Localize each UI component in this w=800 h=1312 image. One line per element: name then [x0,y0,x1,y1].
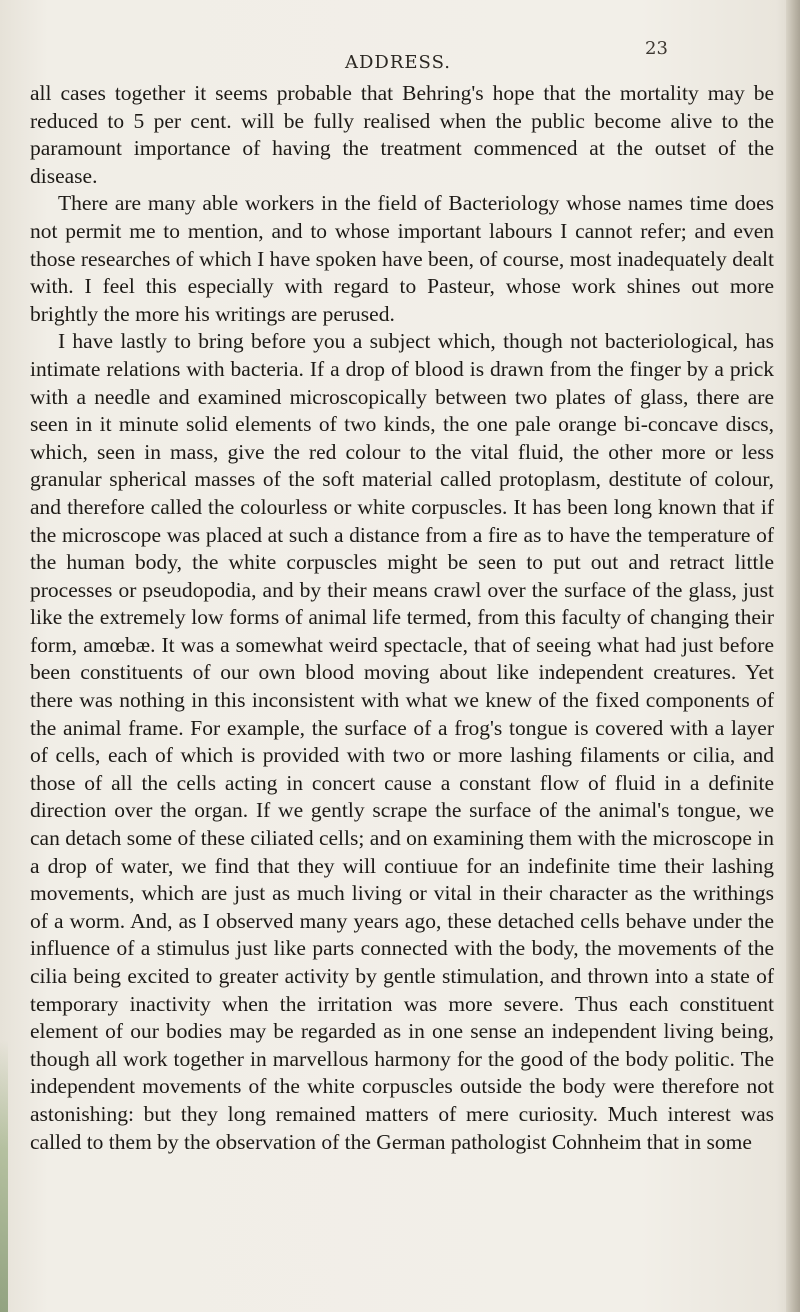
page-number: 23 [645,38,668,59]
paragraph-bacteriology-workers: There are many able workers in the field of Bacteriology whose names time does not permit me to mention, and to whose important labours I cannot refer; and even those researches of which I have spoken have been, of course, most inadequately dealt with. I feel this especially with regard to Pasteur, whose work shines out more brightly the more his writings are perused. [30,191,774,326]
paragraph-continuation: all cases together it seems probable that Behring's hope that the mortality may be reduced to 5 per cent. will be fully realised when the public become alive to the paramount importance of having the treatment commenced at the outset of the disease. [30,81,774,188]
paragraph-white-corpuscles: I have lastly to bring before you a subject which, though not bacteriological, has intimate relations with bacteria. If a drop of blood is drawn from the finger by a prick with a needle and examined microscopically between two plates of glass, there are seen in it minute solid elements of two kinds, the one pale orange bi-concave discs, which, seen in mass, give the red colour to the vital fluid, the other more or less granular spherical masses of the soft material called protoplasm, destitute of colour, and therefore called the colourless or white corpuscles. It has been long known that if the microscope was placed at such a distance from a fire as to have the temperature of the human body, the white corpuscles might be seen to put out and retract little processes or pseudopodia, and by their means crawl over the surface of the glass, just like the extremely low forms of animal life termed, from this faculty of changing their form, amœbæ. It was a somewhat weird spectacle, that of seeing what had just before been constituents of our own blood moving about like independent creatures. Yet there was nothing in this inconsistent with what we knew of the fixed components of the animal frame. For example, the surface of a frog's tongue is covered with a layer of cells, each of which is provided with two or more lashing filaments or cilia, and those of all the cells acting in concert cause a constant flow of fluid in a definite direction over the organ. If we gently scrape the surface of the animal's tongue, we can detach some of these ciliated cells; and on examining them with the microscope in a drop of water, we find that they will contiuue for an indefinite time their lashing movements, which are just as much living or vital in their character as the writhings of a worm. And, as I observed many years ago, these detached cells behave under the influence of a stimulus just like parts connected with the body, the movements of the cilia being excited to greater activity by gentle stimulation, and thrown into a state of temporary inactivity when the irritation was more severe. Thus each constituent element of our bodies may be regarded as in one sense an independent living being, though all work together in marvellous harmony for the good of the body politic. The independent movements of the white corpuscles outside the body were therefore not astonishing: but they long remained matters of mere curiosity. Much interest was called to them by the observation of the German pathologist Cohnheim that in some [30,329,774,1154]
page-stain [0,1040,8,1312]
body-text [30,80,774,1156]
page-edge-shadow [786,0,800,1312]
running-title: ADDRESS. [345,52,451,73]
page-header [0,38,786,76]
